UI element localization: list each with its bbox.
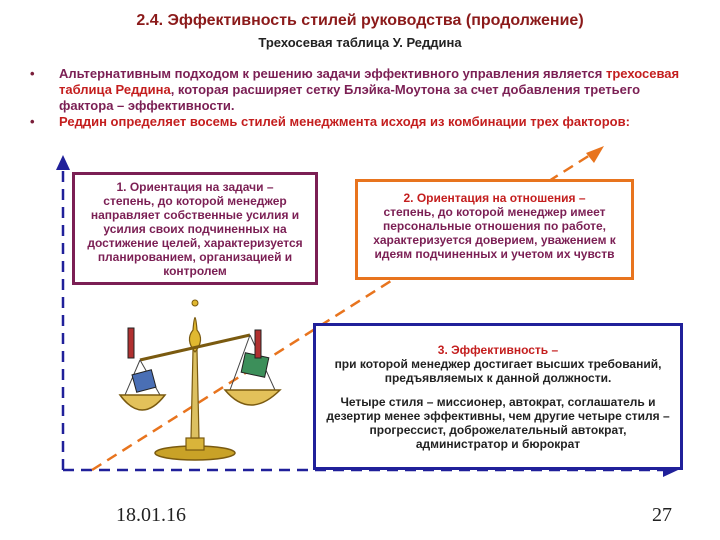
bullet-marker: • (30, 114, 35, 129)
slide-title: 2.4. Эффективность стилей руководства (продолжение) (136, 12, 584, 29)
factor-3-description: при которой менеджер достигает высших требований, предъявляемых к данной должности. (334, 357, 662, 385)
bullet-1-text-start: Альтернативным подходом к решению задачи эффективного управления является (59, 66, 606, 81)
factor-3-heading: 3. Эффективность – (437, 343, 559, 357)
bullet-marker: • (30, 66, 35, 81)
factor-2-description: степень, до которой менеджер имеет персональные отношения по работе, характеризуется доверием, уважением к идеям подчиненных и учетом их чувств (373, 205, 616, 261)
factor-2-heading: 2. Ориентация на отношения – (403, 191, 586, 205)
bullet-2-text: Реддин определяет восемь стилей менеджмента исходя из комбинации трех факторов: (59, 114, 630, 129)
factor-1-heading: 1. Ориентация на задачи – (116, 180, 274, 194)
page-number: 27 (652, 504, 672, 526)
bullet-1-highlight: трехосевая таблица Реддина (59, 66, 680, 97)
factor-1-description: степень, до которой менеджер направляет собственные усилия и усилия своих подчиненных на достижение целей, характеризуется планированием, организацией и контролем (87, 194, 303, 278)
factor-3-styles-note: Четыре стиля – миссионер, автократ, соглашатель и дезертир менее эффективны, чем другие четыре стиля – прогрессист, доброжелательный автократ, администратор и бюрократ (326, 395, 670, 451)
factor-box-task-orientation (72, 172, 318, 285)
factor-box-effectiveness (313, 323, 683, 470)
vertical-axis-arrowhead (56, 155, 70, 170)
bullet-1-text-end: , которая расширяет сетку Блэйка-Моутона за счет добавления третьего фактора – эффективности. (59, 82, 641, 113)
factor-box-relations-orientation (355, 179, 634, 280)
footer-date: 18.01.16 (116, 504, 186, 526)
slide-subtitle: Трехосевая таблица У. Реддина (258, 35, 462, 50)
diagonal-axis-arrowhead (586, 146, 604, 163)
